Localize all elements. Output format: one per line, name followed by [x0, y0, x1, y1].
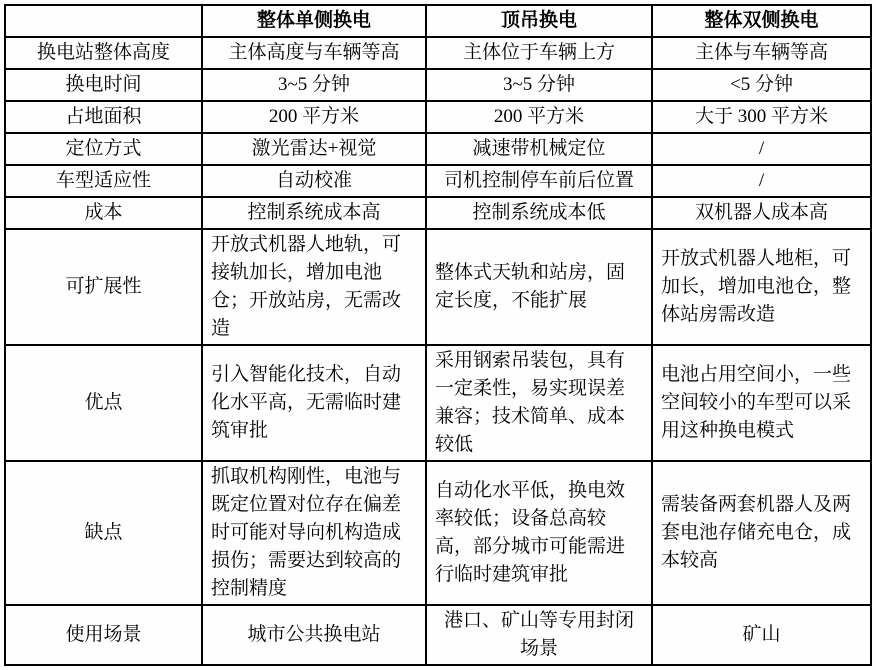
table-cell: 自动化水平低，换电效率较低；设备总高较高，部分城市可能需进行临时建筑审批: [426, 461, 652, 605]
table-cell: 需装备两套机器人及两套电池存储充电仓，成本较高: [652, 461, 871, 605]
table-cell: /: [652, 165, 871, 197]
table-cell: 200 平方米: [202, 101, 426, 133]
row-header: 换电站整体高度: [5, 37, 202, 69]
table-cell: 整体式天轨和站房，固定长度，不能扩展: [426, 229, 652, 345]
row-header: 换电时间: [5, 69, 202, 101]
row-header: 车型适应性: [5, 165, 202, 197]
table-row: [5, 461, 871, 605]
row-header: 成本: [5, 197, 202, 229]
table-cell: 200 平方米: [426, 101, 652, 133]
row-header: 使用场景: [5, 605, 202, 665]
table-cell: 电池占用空间小，一些空间较小的车型可以采用这种换电模式: [652, 345, 871, 461]
header-row: [5, 5, 871, 37]
table-cell: 控制系统成本高: [202, 197, 426, 229]
row-header: 优点: [5, 345, 202, 461]
table-row: [5, 101, 871, 133]
table-cell: 矿山: [652, 605, 871, 665]
table-row: [5, 229, 871, 345]
row-header: 占地面积: [5, 101, 202, 133]
table-cell: 开放式机器人地柜，可加长，增加电池仓，整体站房需改造: [652, 229, 871, 345]
table-cell: 司机控制停车前后位置: [426, 165, 652, 197]
row-header: 可扩展性: [5, 229, 202, 345]
table-cell: 城市公共换电站: [202, 605, 426, 665]
table-row: [5, 605, 871, 665]
column-header-blank: [5, 5, 202, 37]
column-header-single-side-swap: 整体单侧换电: [202, 5, 426, 37]
table-cell: 减速带机械定位: [426, 133, 652, 165]
row-header: 定位方式: [5, 133, 202, 165]
row-header: 缺点: [5, 461, 202, 605]
table-cell: 激光雷达+视觉: [202, 133, 426, 165]
column-header-double-side-swap: 整体双侧换电: [652, 5, 871, 37]
table-cell: 双机器人成本高: [652, 197, 871, 229]
table-row: [5, 37, 871, 69]
table-row: [5, 133, 871, 165]
column-header-top-hoist-swap: 顶吊换电: [426, 5, 652, 37]
table-cell: 港口、矿山等专用封闭场景: [426, 605, 652, 665]
table-row: [5, 197, 871, 229]
table-row: [5, 69, 871, 101]
table-cell: 3~5 分钟: [202, 69, 426, 101]
table-cell: 3~5 分钟: [426, 69, 652, 101]
table-cell: 开放式机器人地轨，可接轨加长，增加电池仓；开放站房，无需改造: [202, 229, 426, 345]
table-cell: 主体与车辆等高: [652, 37, 871, 69]
table-cell: 自动校准: [202, 165, 426, 197]
table-row: [5, 345, 871, 461]
table-cell: 大于 300 平方米: [652, 101, 871, 133]
table-cell: 控制系统成本低: [426, 197, 652, 229]
table-cell: 主体位于车辆上方: [426, 37, 652, 69]
table-cell: <5 分钟: [652, 69, 871, 101]
table-cell: /: [652, 133, 871, 165]
table-cell: 采用钢索吊装包，具有一定柔性，易实现误差兼容；技术简单、成本较低: [426, 345, 652, 461]
table-cell: 主体高度与车辆等高: [202, 37, 426, 69]
battery-swap-comparison-table: [4, 4, 872, 666]
table-cell: 抓取机构刚性，电池与既定位置对位存在偏差时可能对导向机构造成损伤；需要达到较高的控制精度: [202, 461, 426, 605]
table-row: [5, 165, 871, 197]
table-cell: 引入智能化技术，自动化水平高，无需临时建筑审批: [202, 345, 426, 461]
